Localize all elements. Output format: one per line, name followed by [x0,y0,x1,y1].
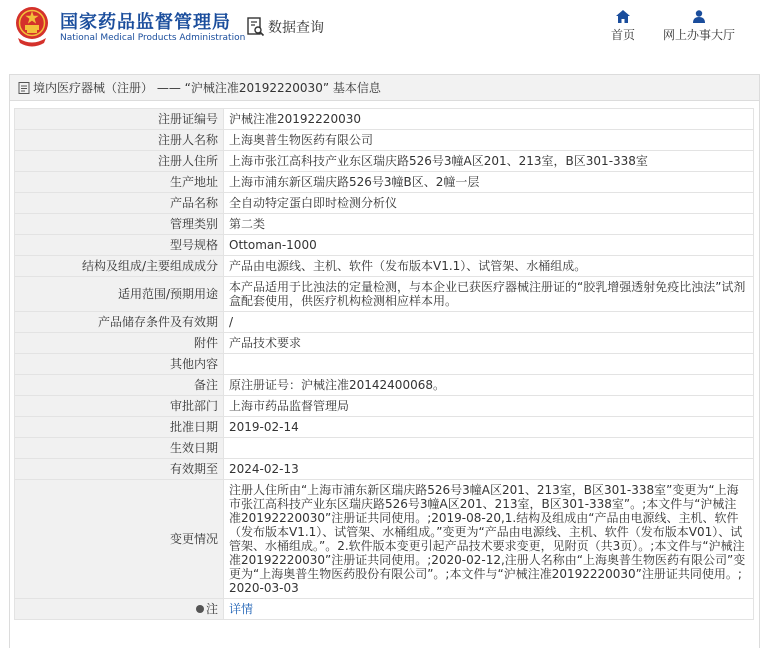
row-label: 管理类别 [15,214,224,235]
table-row [15,256,754,277]
row-value: 上海市药品监督管理局 [224,396,754,417]
table-row [15,459,754,480]
row-label: 生效日期 [15,438,224,459]
bullet-icon [196,605,204,613]
site-brand-title: 国家药品监督管理局 [60,12,231,33]
row-value: 2024-02-13 [224,459,754,480]
table-row [15,396,754,417]
change-history-value: 注册人住所由“上海市浦东新区瑞庆路526号3幢A区201、213室，B区301-338室”变更为“上海市张江高科技产业东区瑞庆路526号3幢A区201、213室，B区301-338室”。;本文件与“沪械注准20192220030”注册证共同使用。;2019-08-20,1.结构及组成由“产品由电源线、主机、软件（发布版本V1.1）、试管架、水桶组成。”变更为“产品由电源线、主机、软件（发布版本V01）、试管架、水桶组成。”。2.软件版本变更引起产品技术要求变更，见附页（共3页）。;本文件与“沪械注准20192220030”注册证共同使用。;2020-02-12,注册人名称由“上海奥普生物医药有限公司”变更为“上海奥普生物医药股份有限公司”。;本文件与“沪械注准20192220030”注册证共同使用。;2020-03-03 [224,480,754,599]
row-label: 型号规格 [15,235,224,256]
table-row [15,214,754,235]
nav-home[interactable] [606,10,640,43]
table-row [15,109,754,130]
row-value: 2019-02-14 [224,417,754,438]
row-value [224,438,754,459]
detail-panel [9,74,760,648]
table-row [15,599,754,620]
nav-online-hall-label: 网上办事大厅 [662,28,735,42]
row-label: 生产地址 [15,172,224,193]
registration-info-table [14,108,754,620]
table-row [15,354,754,375]
national-emblem-icon [14,5,50,47]
row-label: 产品储存条件及有效期 [15,312,224,333]
table-row [15,438,754,459]
row-value: / [224,312,754,333]
site-brand-subtitle: National Medical Products Administration [60,33,246,43]
row-value: 上海市张江高科技产业东区瑞庆路526号3幢A区201、213室，B区301-338室 [224,151,754,172]
nav-online-hall[interactable] [660,10,738,43]
row-value: 原注册证号：沪械注准20142400068。 [224,375,754,396]
table-row [15,312,754,333]
panel-title: 境内医疗器械（注册） —— “沪械注准20192220030” 基本信息 [33,81,381,95]
row-label: 有效期至 [15,459,224,480]
row-label-note [15,599,224,620]
row-value: 沪械注准20192220030 [224,109,754,130]
row-label: 注册人名称 [15,130,224,151]
row-label: 审批部门 [15,396,224,417]
row-label: 备注 [15,375,224,396]
data-query-label: 数据查询 [268,20,324,36]
row-label: 变更情况 [15,480,224,599]
document-icon [18,82,30,94]
row-value: 产品由电源线、主机、软件（发布版本V1.1）、试管架、水桶组成。 [224,256,754,277]
table-row [15,235,754,256]
row-value: 产品技术要求 [224,333,754,354]
row-value: 全自动特定蛋白即时检测分析仪 [224,193,754,214]
row-value: 第二类 [224,214,754,235]
table-row [15,333,754,354]
table-row [15,375,754,396]
row-value: 上海奥普生物医药有限公司 [224,130,754,151]
row-value: 本产品适用于比浊法的定量检测，与本企业已获医疗器械注册证的“胶乳增强透射免疫比浊法”试剂盒配套使用，供医疗机构检测相应样本用。 [224,277,754,312]
table-row [15,480,754,599]
row-label: 批准日期 [15,417,224,438]
row-label: 适用范围/预期用途 [15,277,224,312]
nav-home-label: 首页 [610,28,635,42]
row-label: 注册人住所 [15,151,224,172]
row-label: 其他内容 [15,354,224,375]
row-value: 上海市浦东新区瑞庆路526号3幢B区、2幢一层 [224,172,754,193]
row-value: Ottoman-1000 [224,235,754,256]
search-document-icon [247,17,265,37]
row-value [224,354,754,375]
user-icon [692,10,706,23]
note-label: 注 [205,602,218,616]
row-label: 产品名称 [15,193,224,214]
details-link[interactable]: 详情 [229,602,254,616]
site-header [0,0,767,62]
row-value [224,599,754,620]
panel-title-bar [10,75,759,101]
table-row [15,417,754,438]
table-row [15,193,754,214]
table-row [15,172,754,193]
row-label: 结构及组成/主要组成成分 [15,256,224,277]
home-icon [616,10,630,23]
table-row [15,277,754,312]
data-query-link[interactable] [247,16,324,38]
row-label: 注册证编号 [15,109,224,130]
table-row [15,130,754,151]
table-row [15,151,754,172]
row-label: 附件 [15,333,224,354]
